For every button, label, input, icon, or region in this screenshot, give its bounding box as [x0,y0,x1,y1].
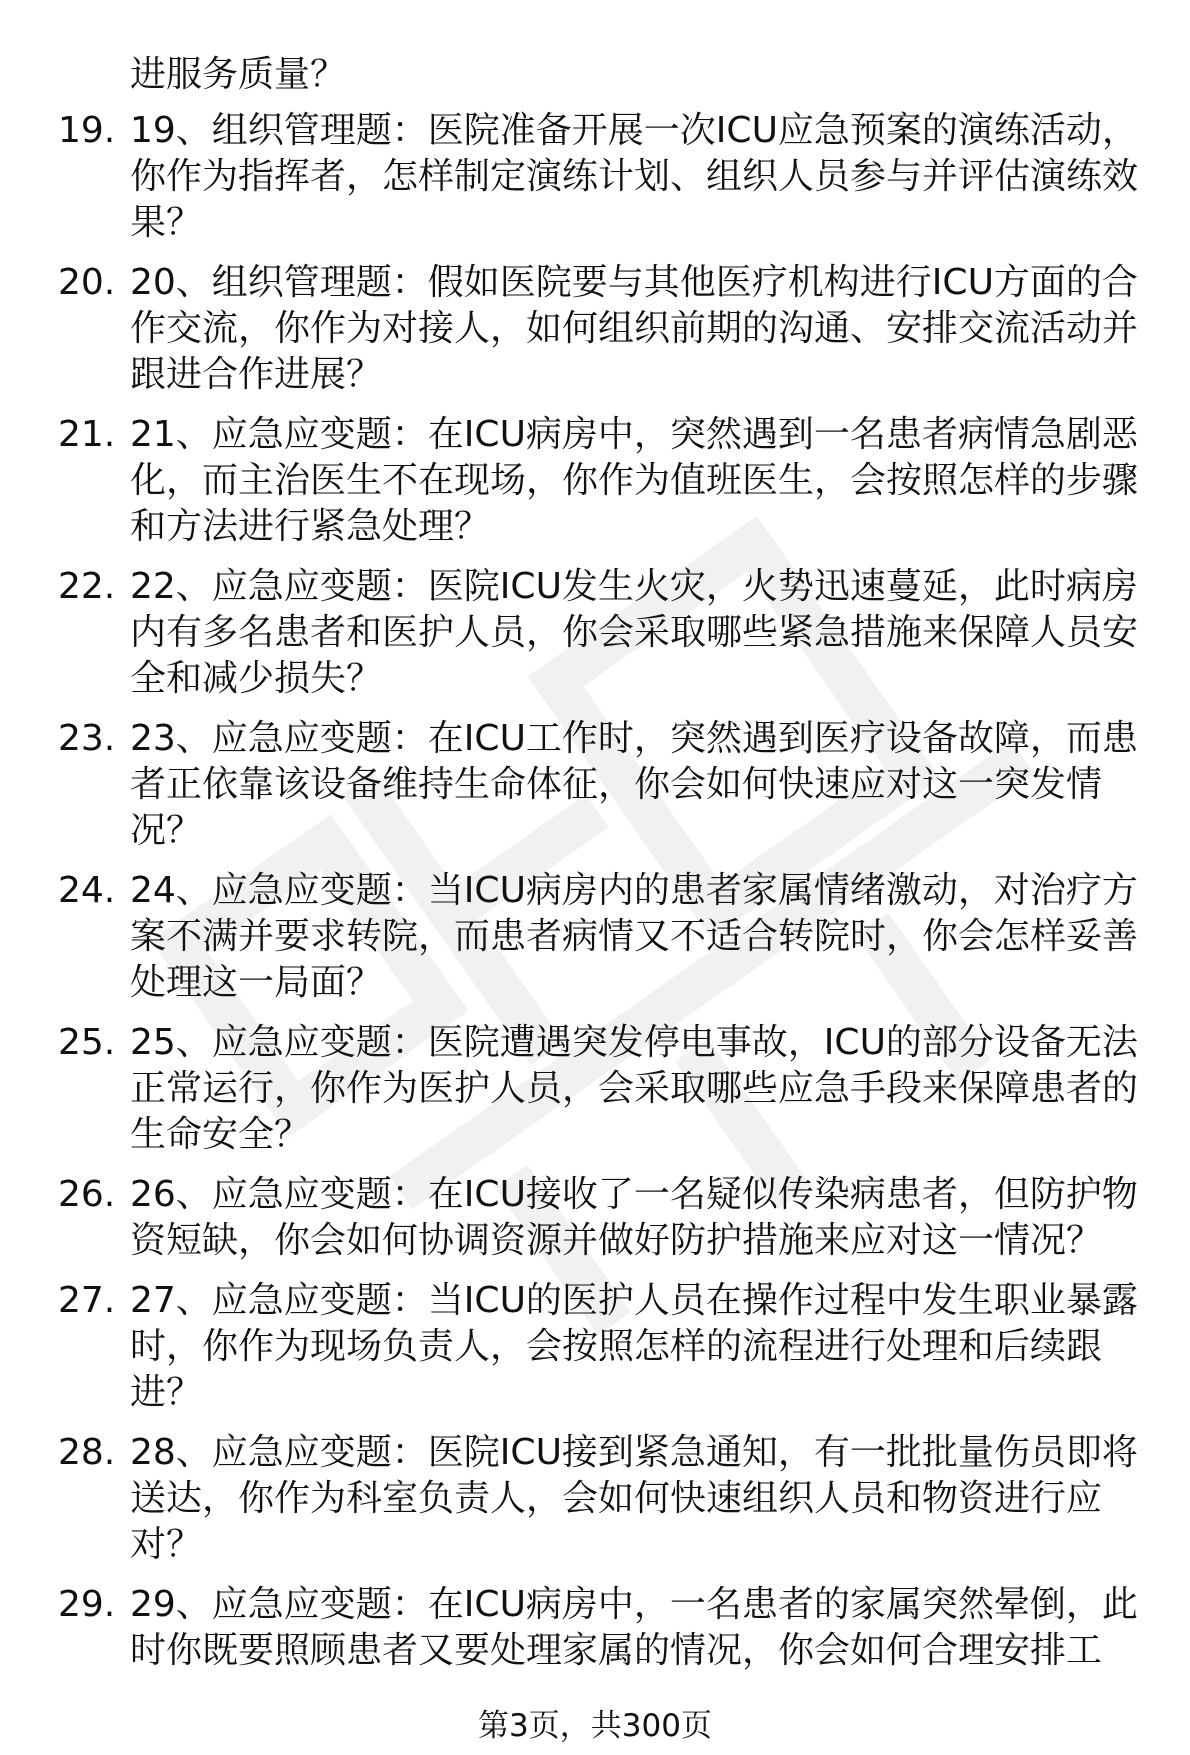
question-number: 26. [58,1174,116,1215]
page-footer: 第3页，共300页 [478,1708,712,1744]
question-number: 19. [58,110,116,151]
question-number: 25. [58,1022,116,1063]
question-number: 20. [58,262,116,303]
question-text: 22、应急应变题：医院ICU发生火灾，火势迅速蔓延，此时病房 内有多名患者和医护人员，你会采取哪些紧急措施来保障人员安 全和减少损失？ [130,566,1139,699]
question-text: 26、应急应变题：在ICU接收了一名疑似传染病患者，但防护物 资短缺，你会如何协调资源并做好防护措施来应对这一情况？ [130,1174,1138,1261]
question-number: 29. [58,1584,116,1625]
question-number: 22. [58,566,116,607]
question-text: 27、应急应变题：当ICU的医护人员在操作过程中发生职业暴露 时，你作为现场负责人，会按照怎样的流程进行处理和后续跟 进？ [130,1280,1138,1413]
question-text: 25、应急应变题：医院遭遇突发停电事故，ICU的部分设备无法 正常运行，你作为医护人员，会采取哪些应急手段来保障患者的 生命安全？ [130,1022,1139,1155]
question-text: 29、应急应变题：在ICU病房中，一名患者的家属突然晕倒，此 时你既要照顾患者又要处理家属的情况，你会如何合理安排工 [130,1584,1138,1671]
question-text: 23、应急应变题：在ICU工作时，突然遇到医疗设备故障，而患 者正依靠该设备维持生命体征，你会如何快速应对这一突发情 况？ [130,718,1138,851]
question-text: 21、应急应变题：在ICU病房中，突然遇到一名患者病情急剧恶 化，而主治医生不在现场，你作为值班医生，会按照怎样的步骤 和方法进行紧急处理？ [130,414,1139,547]
question-number: 23. [58,718,116,759]
question-number: 28. [58,1432,116,1473]
question-text: 24、应急应变题：当ICU病房内的患者家属情绪激动，对治疗方 案不满并要求转院，而患者病情又不适合转院时，你会怎样妥善 处理这一局面？ [130,870,1139,1003]
continued-text: 进服务质量？ [130,54,347,95]
question-number: 24. [58,870,116,911]
question-number: 21. [58,414,116,455]
question-text: 20、组织管理题：假如医院要与其他医疗机构进行ICU方面的合 作交流，你作为对接人，如何组织前期的沟通、安排交流活动并 跟进合作进展？ [130,262,1139,395]
question-text: 28、应急应变题：医院ICU接到紧急通知，有一批批量伤员即将 送达，你作为科室负责人，会如何快速组织人员和物资进行应 对？ [130,1432,1138,1565]
question-text: 19、组织管理题：医院准备开展一次ICU应急预案的演练活动， 你作为指挥者，怎样制定演练计划、组织人员参与并评估演练效 果？ [130,110,1139,243]
question-number: 27. [58,1280,116,1321]
